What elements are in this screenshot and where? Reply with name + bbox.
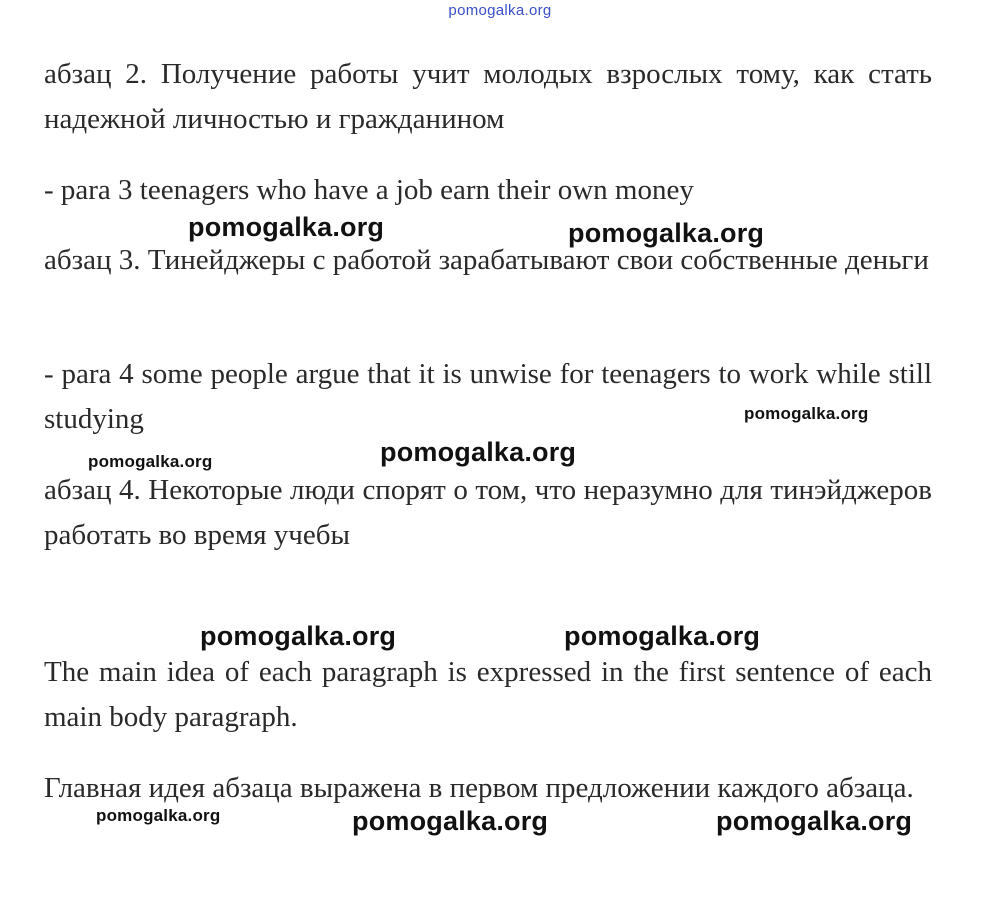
watermark: pomogalka.org <box>380 437 577 467</box>
watermark: pomogalka.org <box>744 404 869 423</box>
paragraph-main-idea-en: The main idea of each paragraph is expressed in the first sentence of each main body paragraph. <box>44 656 932 733</box>
watermark: pomogalka.org <box>716 806 913 836</box>
watermark: pomogalka.org <box>564 621 761 651</box>
paragraph-para-3: - para 3 teenagers who have a job earn their own money <box>44 174 694 206</box>
site-link-top[interactable]: pomogalka.org <box>448 2 552 19</box>
watermark: pomogalka.org <box>188 212 385 242</box>
paragraph-main-idea-ru: Главная идея абзаца выражена в первом предложении каждого абзаца. <box>44 772 914 804</box>
watermark: pomogalka.org <box>200 621 397 651</box>
paragraph-abzac-4: абзац 4. Некоторые люди спорят о том, что неразумно для тинэйджеров работать во время учебы <box>44 474 932 551</box>
watermark: pomogalka.org <box>96 806 221 825</box>
paragraph-abzac-3: абзац 3. Тинейджеры с работой зарабатывают свои собственные деньги <box>44 244 929 276</box>
paragraph-para-4: - para 4 some people argue that it is unwise for teenagers to work while still studying <box>44 358 932 435</box>
paragraph-abzac-2: абзац 2. Получение работы учит молодых взрослых тому, как стать надежной личностью и гражданином <box>44 58 932 135</box>
watermark: pomogalka.org <box>88 452 213 471</box>
watermark: pomogalka.org <box>568 218 765 248</box>
watermark: pomogalka.org <box>352 806 549 836</box>
